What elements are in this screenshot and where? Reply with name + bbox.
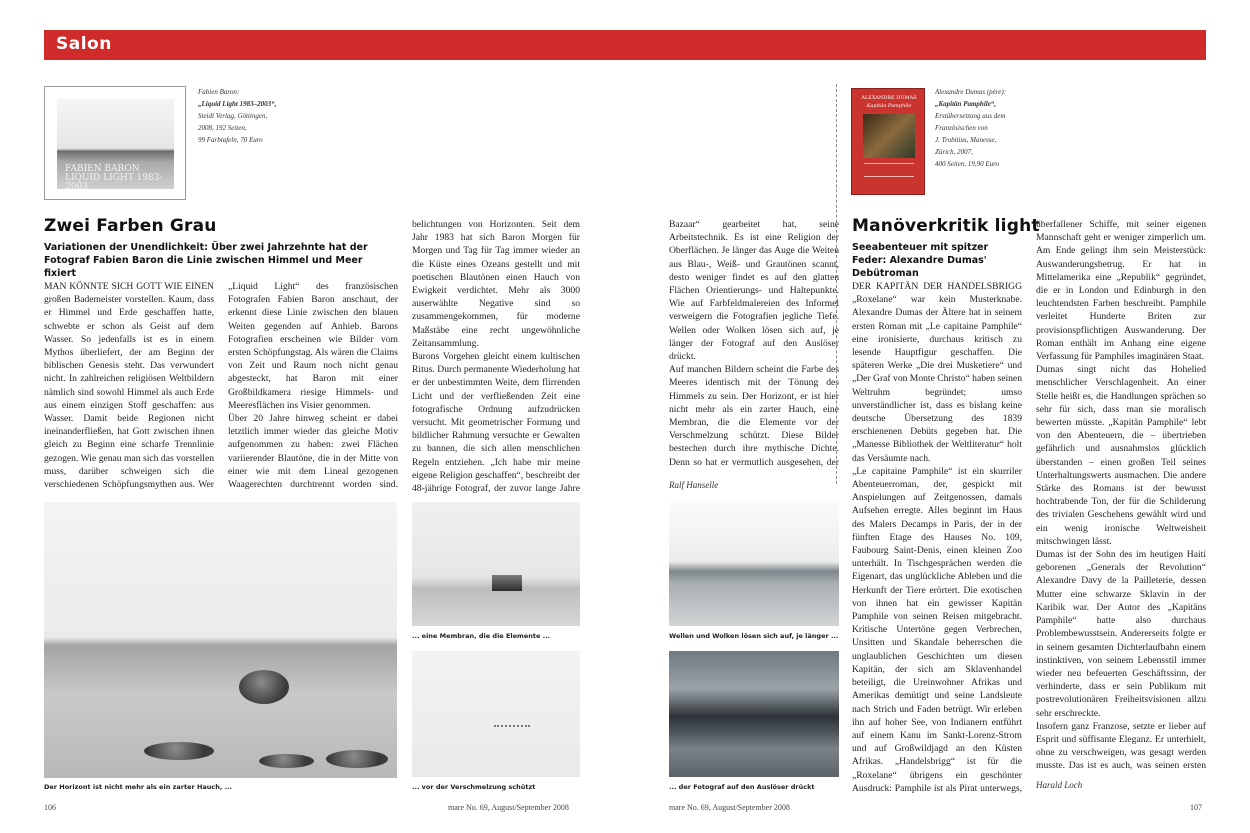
photo-caption-merge: ... vor der Verschmelzung schützt [412, 783, 536, 791]
photo-caption-large: Der Horizont ist nicht mehr als ein zarter Hauch, ... [44, 783, 233, 791]
byline-loch: Harald Loch [1036, 780, 1083, 790]
book-cover-image [57, 99, 174, 189]
concrete-block-shape [492, 575, 522, 591]
page-number-right: 107 [1190, 803, 1202, 812]
cover-title: Kapitän Pamphile [866, 103, 912, 109]
book-translator: J. Trobitius, Manesse, [935, 136, 997, 144]
body-column-6: überfallener Schiffe, mit seiner eigenen Mannschaft geht er weniger zimperlich um. Am Ende gelingt ihm sein Meisterstück: Auswanderungsbetrug. Er hat in Mittelamerika eine „Republik“ gegründet, die er in London und Edinburgh in den leuchtendsten Farben beschreibt. Pamphile verleitet Hunderte Briten zur provisionspflichtigen Auswanderung. Der Roman enthält im Anhang eine eigene Verfassung für Pamphiles imaginären Staat. Dumas singt nicht das Hohelied menschlicher Verschlagenheit. An einer Stelle heißt es, die Handlungen sprächen so sehr für sich, dass man sie moralisch bewerten müsste. „Kapitän Pamphile“ lebt von den Abenteuern, die – übertrieben gefährlich und ausnahmslos glücklich überstanden – einen großen Teil seines Unterhaltungswerts ausmachen. Die andere Stärke des Romans ist der bewusst hochtrabende Ton, der für die Schilderung des trivialen Geschehens gewählt wird und ein wenig ironische Weltweisheit mitschwingen lässt. Dumas ist der Sohn des im heutigen Haiti geborenen „Generals der Revolution“ Alexandre Davy de la Pailleterie, dessen Mutter eine schwarze Sklavin in der Karibik war. Der Autor des „Kapitäns Pamphile“ hatte also durchaus Problembewusstsein. Andererseits folgte er in seinem gesamten Dichterlaufbahn einem instinktiven, von seinem Lebensstil immer wieder neu befeuerten Geschäftssinn, der verhinderte, dass er sein Publikum mit postrevolutionären Freiheitsvisionen allzu sehr erschreckte. Insofern ganz Franzose, setzte er lieber auf Esprit und süffisante Eleganz. Er unterhielt, ohne zu verschweigen, was gesagt werden musste. Das ist es auch, was seinen ersten [1036, 219, 1206, 772]
photo-caption-waves: Wellen und Wolken lösen sich auf, je länger ... [669, 632, 839, 640]
body-column-2: „Liquid Light“ des französischen Fotografen Fabien Baron anschaut, der erkennt diese Linie zwischen den blauen Weiten gegenden auf Anhieb. Barons Fotografien erscheinen wie Bilder vom ersten Schöpfungstag. Als wären die Claims von Zeit und Raum noch nicht genau abgesteckt, hat Baron mit einer Großbildkamera riesige Himmels- und Meeresflächen ins Visier genommen. Über 20 Jahre hinweg scheint er dabei letztlich immer wieder das gleiche Motiv aufgenommen zu haben: zwei Flächen variierender Blautöne, die in der Mitte von einer wie mit dem Lineal gezogenen Waagerechten durchtrennt worden sind. [228, 281, 398, 491]
body-column-4: Bazaar“ gearbeitet hat, seine Arbeitstechnik. Es ist eine Religion der Oberflächen. Je länger das Auge die Weiten aus Blau-, Weiß- und Grautönen scannt, desto weniger findet es auf den glatten Flächen Orientierungs- und Haltepunkte. Wie auf Farbfeldmalereien des Informel verweigern die Fotografien jegliche Tiefe. Wellen oder Wolken lösen sich auf, je länger der Fotograf auf den Auslöser drückt. Auf manchen Bildern scheint die Farbe des Meeres identisch mit der Tönung des Himmels zu sein. Der Horizont, er ist hier nicht mehr als ein zarter Hauch, eine Membran, die die Elemente vor der Verschmelzung schützt. Diese Bilder bestechen durch ihre mythische Dichte. Denn so hat er vermutlich ausgesehen, der [669, 219, 839, 468]
book-place-year: Zürich, 2007, [935, 148, 973, 156]
book-title: „Liquid Light 1983–2003“, [198, 100, 277, 108]
rock-shape [144, 742, 214, 760]
photo-caption-shutter: ... der Fotograf auf den Auslöser drückt [669, 783, 815, 791]
book-info-dumas [935, 86, 1075, 170]
article-headline-right: Manöverkritik light [852, 216, 1040, 236]
photo-block-in-sea [412, 502, 580, 626]
rock-shape [326, 750, 388, 768]
photo-sea-clouds [669, 502, 839, 626]
body-column-1: MAN KÖNNTE SICH GOTT WIE EINEN großen Bademeister vorstellen. Kaum, dass er Himmel und Erde geschaffen hatte, schwebte er schon als Geist auf dem Wasser. So jedenfalls ist es in einem Mythos überliefert, der am Beginn der biblischen Genesis steht. Das verwundert nicht. In zahlreichen religiösen Weltbildern nämlich sind sowohl Himmel als auch Erde aus einem einzigen Stoff geschaffen: aus Wasser. Damit beide Regionen nicht ineinanderfließen, hat Gott zwischen ihnen gleich zu Beginn eine scharfe Trennlinie gezogen. Wie genau man sich das vorstellen muss, darüber schweigen sich die verschiedenen Schöpfungsmythen aus. Wer [44, 281, 214, 491]
body-column-3: belichtungen von Horizonten. Seit dem Jahr 1983 hat sich Baron Morgen für Morgen und Tag für Tag immer wieder an die Küste eines Ozeans gestellt und mit poetischen Blautönen einen Hauch von Ewigkeit verdichtet. Mehr als 3000 auserwählte Negative sind so zusammengekommen, für moderne Maßstäbe eine recht ungewöhnliche Zeitansammlung. Barons Vorgehen gleicht einem kultischen Ritus. Durch permanente Wiederholung hat er der unbestimmten Weite, dem flirrenden Licht und der verfließenden Zeit eine fotografische Ordnung aufzudrücken versucht. Mit geometrischer Formung und bildlicher Rahmung versuchte er Gewalten zu bannen, die sich allen menschlichen Regeln entziehen. „Ich habe mir meine eigene Religion geschaffen“, beschreibt der 48-jährige Fotograf, der zuvor lange Jahre [412, 219, 580, 494]
book-translation: Erstübersetzung aus dem [935, 112, 1006, 120]
photo-caption-membrane: ... eine Membran, die die Elemente ... [412, 632, 551, 640]
cover-author: ALEXANDRE DUMAS [861, 95, 917, 101]
section-label: Salon [56, 34, 112, 54]
photo-dark-sea [669, 651, 839, 777]
byline-hanselle: Ralf Hanselle [669, 480, 719, 490]
column-divider [836, 84, 837, 484]
book-price: 99 Farbtafeln, 70 Euro [198, 136, 263, 144]
article-headline-left: Zwei Farben Grau [44, 216, 217, 236]
issue-info-right: mare No. 69, August/September 2008 [669, 803, 790, 812]
book-info-baron [198, 86, 338, 146]
book-title: „Kapitän Pamphile“, [935, 100, 997, 108]
book-cover-text: FABIEN BARON LIQUID LIGHT 1983-2003 [65, 164, 163, 189]
issue-info-left: mare No. 69, August/September 2008 [448, 803, 569, 812]
book-year-pages: 2008, 192 Seiten, [198, 124, 247, 132]
photo-misty-posts [412, 651, 580, 777]
rock-shape [239, 670, 289, 704]
book-cover-baron [44, 86, 186, 200]
article-deck-left: Variationen der Unendlichkeit: Über zwei Jahrzehnte hat der Fotograf Fabien Baron die Linie zwischen Himmel und Meer fixiert [44, 242, 368, 279]
article-deck-right: Seeabenteuer mit spitzer Feder: Alexandre Dumas' Debütroman [852, 242, 989, 279]
page-number-left: 106 [44, 803, 56, 812]
book-author: Alexandre Dumas (père): [935, 88, 1007, 96]
book-author: Fabien Baron: [198, 88, 240, 96]
section-band [44, 30, 1206, 60]
rock-shape [259, 754, 314, 768]
book-translation-2: Französischen von [935, 124, 988, 132]
cover-ornament [864, 163, 914, 177]
body-column-5: DER KAPITÄN DER HANDELSBRIGG „Roxelane“ war kein Musterknabe. Alexandre Dumas der Ältere hat in seinem ersten Roman mit „Le capitaine Pamphile“ eine ironisierte, durchaus kritisch zu lesende Hauptfigur geschaffen. Die späteren Werke „Die drei Musketiere“ und „Der Graf von Monte Christo“ haben seinen Weltruhm begründet; umso unverständlicher ist, dass es bislang keine deutsche Übersetzung des 1839 erschienenen Debüts gegeben hat. Die „Manesse Bibliothek der Weltliteratur“ holt das Versäumte nach. „Le capitaine Pamphile“ ist ein skurriler Abenteuerroman, der, gespickt mit Anspielungen auf Zeitgenossen, damals Aufsehen erregte. Alles beginnt im Haus des Malers Decamps in Paris, der in der fünften Etage des Hauses No. 109, Faubourg Saint-Denis, einen kleinen Zoo unterhält. In Tischgesprächen werden die Eigenart, das unglückliche Ableben und die Herkunft der Tiere erörtert. Die exotischen von ihnen hat ein gewisser Kapitän Pamphile von seinen Reisen mitgebracht. Kritische Untertöne gegen Verbrechen, Unsitten und Skandale beherrschen die unglaublichen Geschichten um diesen Kapitän, der sich am Sklavenhandel beteiligt, die Ureinwohner Afrikas und Amerikas demütigt und seine Landsleute nach Strich und Faden betrügt. Wir erleben ihn auf hoher See, von Indianern entführt auf einem Kanu im Sankt-Lorenz-Strom und auf Großwildjagd an den Küsten Afrikas. „Handelsbrigg“ ist für die „Roxelane“ übrigens ein geschönter Ausdruck: Pamphile ist als Pirat unterwegs, [852, 281, 1022, 794]
book-publisher: Steidl Verlag, Göttingen, [198, 112, 268, 120]
posts-shape [494, 725, 530, 727]
book-price: 400 Seiten, 19,90 Euro [935, 160, 1000, 168]
book-cover-dumas [851, 88, 925, 195]
cover-portrait [863, 114, 915, 158]
photo-rocks-horizon [44, 502, 397, 778]
